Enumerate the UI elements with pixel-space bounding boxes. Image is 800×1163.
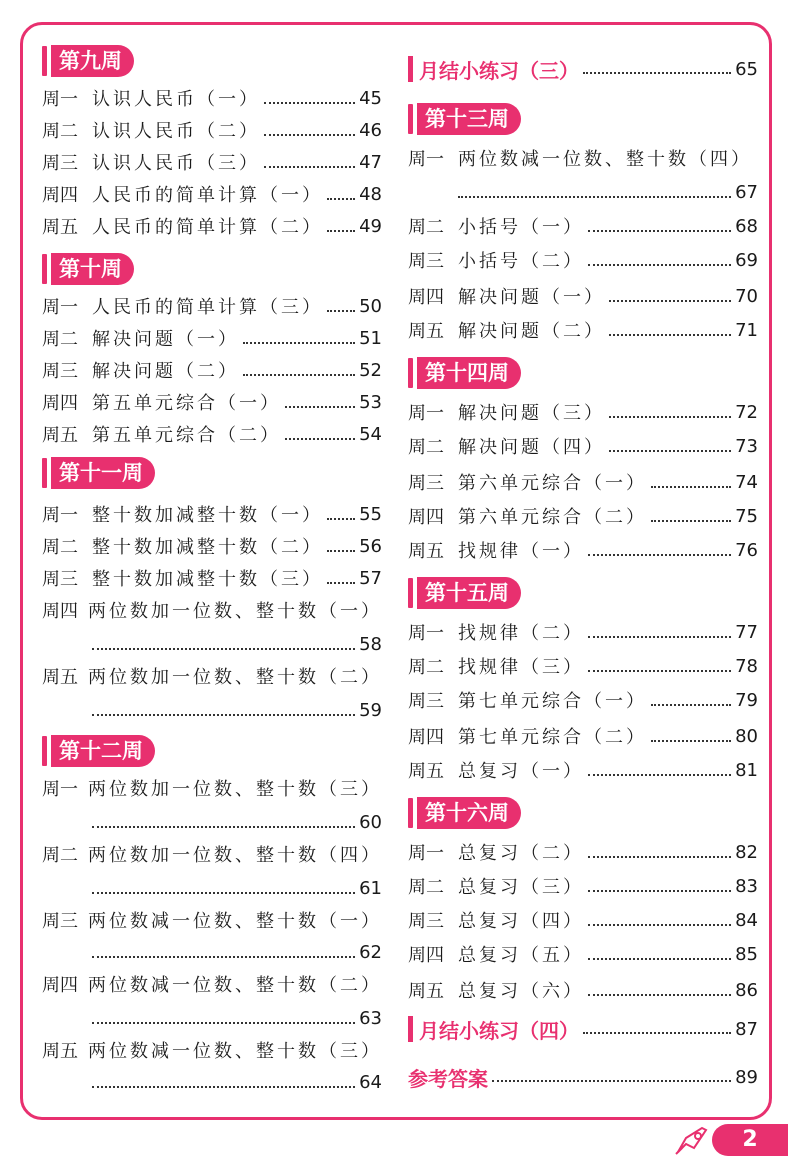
- toc-entry[interactable]: [408, 468, 758, 496]
- monthly-practice-title: 月结小练习（三）: [419, 58, 579, 83]
- entry-title: 两位数减一位数、整十数（三）: [88, 1041, 382, 1062]
- day-label: 周五: [42, 217, 78, 238]
- week-heading-label: 第十一周: [51, 457, 155, 489]
- answer-key-entry[interactable]: [408, 1062, 758, 1092]
- page-number: 79: [735, 689, 758, 711]
- entry-title: 总复习（五）: [458, 945, 584, 966]
- toc-entry[interactable]: [42, 906, 382, 934]
- toc-entry[interactable]: [408, 872, 758, 900]
- toc-entry[interactable]: [42, 970, 382, 998]
- page-number: 84: [735, 909, 758, 931]
- page-number: 61: [359, 877, 382, 899]
- entry-title: 找规律（三）: [458, 657, 584, 678]
- week-heading-label: 第十六周: [417, 797, 521, 829]
- toc-entry[interactable]: [42, 356, 382, 384]
- day-label: 周五: [408, 321, 444, 342]
- entry-title: 解决问题（二）: [458, 321, 605, 342]
- day-label: 周四: [42, 975, 78, 996]
- toc-entry[interactable]: [42, 532, 382, 560]
- entry-title: 两位数加一位数、整十数（二）: [88, 667, 382, 688]
- day-label: 周二: [42, 537, 78, 558]
- toc-entry[interactable]: [42, 180, 382, 208]
- entry-title: 认识人民币（二）: [92, 121, 260, 142]
- page-number: 51: [359, 327, 382, 349]
- day-label: 周二: [408, 217, 444, 238]
- week-heading: [42, 44, 134, 78]
- day-label: 周三: [42, 911, 78, 932]
- page-number: 58: [359, 633, 382, 655]
- page-number: 89: [735, 1066, 758, 1088]
- week-heading: [408, 796, 521, 830]
- page-number: 77: [735, 621, 758, 643]
- week-heading: [42, 252, 134, 286]
- week-heading: [408, 576, 521, 610]
- page-number: 76: [735, 539, 758, 561]
- entry-title: 认识人民币（三）: [92, 153, 260, 174]
- entry-title: 第六单元综合（二）: [458, 507, 647, 528]
- toc-entry[interactable]: [42, 500, 382, 528]
- toc-entry-continuation: [42, 874, 382, 902]
- page-number-badge: 2: [712, 1124, 788, 1156]
- page-number: 70: [735, 285, 758, 307]
- week-heading-label: 第九周: [51, 45, 134, 77]
- day-label: 周二: [408, 877, 444, 898]
- toc-entry-continuation: [42, 696, 382, 724]
- day-label: 周三: [408, 473, 444, 494]
- entry-title: 人民币的简单计算（三）: [92, 297, 323, 318]
- toc-entry[interactable]: [408, 316, 758, 344]
- entry-title: 认识人民币（一）: [92, 89, 260, 110]
- toc-entry[interactable]: [42, 148, 382, 176]
- toc-entry[interactable]: [42, 1036, 382, 1064]
- monthly-practice-title: 月结小练习（四）: [419, 1018, 579, 1043]
- page-number: 85: [735, 943, 758, 965]
- page-number: 62: [359, 941, 382, 963]
- toc-entry[interactable]: [42, 388, 382, 416]
- day-label: 周一: [408, 403, 444, 424]
- toc-entry[interactable]: [42, 774, 382, 802]
- page-number: 52: [359, 359, 382, 381]
- page-number: 65: [735, 58, 758, 80]
- week-heading-label: 第十三周: [417, 103, 521, 135]
- rocket-icon: [672, 1122, 712, 1158]
- week-heading: [408, 356, 521, 390]
- toc-entry[interactable]: [408, 282, 758, 310]
- day-label: 周三: [42, 361, 78, 382]
- toc-entry[interactable]: [42, 324, 382, 352]
- page-number: 81: [735, 759, 758, 781]
- toc-entry[interactable]: [42, 116, 382, 144]
- entry-title: 两位数减一位数、整十数（四）: [458, 149, 752, 170]
- day-label: 周五: [408, 541, 444, 562]
- entry-title: 两位数加一位数、整十数（一）: [88, 601, 382, 622]
- page-number: 49: [359, 215, 382, 237]
- answer-key-title: 参考答案: [408, 1066, 488, 1091]
- entry-title: 总复习（四）: [458, 911, 584, 932]
- entry-title: 两位数减一位数、整十数（二）: [88, 975, 382, 996]
- day-label: 周五: [42, 425, 78, 446]
- day-label: 周五: [408, 761, 444, 782]
- entry-title: 解决问题（三）: [458, 403, 605, 424]
- page-number: 50: [359, 295, 382, 317]
- week-heading-label: 第十周: [51, 253, 134, 285]
- day-label: 周一: [408, 843, 444, 864]
- toc-entry[interactable]: [408, 536, 758, 564]
- day-label: 周三: [408, 251, 444, 272]
- toc-entry[interactable]: [408, 144, 758, 172]
- entry-title: 解决问题（四）: [458, 437, 605, 458]
- entry-title: 人民币的简单计算（一）: [92, 185, 323, 206]
- toc-entry-continuation: [42, 1004, 382, 1032]
- day-label: 周一: [42, 505, 78, 526]
- toc-entry[interactable]: [408, 212, 758, 240]
- page-number: 71: [735, 319, 758, 341]
- page-number: 69: [735, 249, 758, 271]
- entry-title: 第七单元综合（一）: [458, 691, 647, 712]
- toc-entry[interactable]: [408, 940, 758, 968]
- page-number: 67: [735, 181, 758, 203]
- page-number: 46: [359, 119, 382, 141]
- day-label: 周二: [408, 657, 444, 678]
- page-number: 55: [359, 503, 382, 525]
- entry-title: 解决问题（一）: [92, 329, 239, 350]
- page-number: 74: [735, 471, 758, 493]
- page-number: 57: [359, 567, 382, 589]
- day-label: 周三: [42, 153, 78, 174]
- page-number: 63: [359, 1007, 382, 1029]
- day-label: 周五: [42, 667, 78, 688]
- day-label: 周三: [408, 691, 444, 712]
- toc-entry-continuation: [42, 938, 382, 966]
- day-label: 周一: [42, 89, 78, 110]
- day-label: 周一: [42, 779, 78, 800]
- page-number: 59: [359, 699, 382, 721]
- toc-entry[interactable]: [408, 838, 758, 866]
- entry-title: 总复习（一）: [458, 761, 584, 782]
- toc-entry[interactable]: [42, 596, 382, 624]
- day-label: 周二: [42, 121, 78, 142]
- toc-entry[interactable]: [408, 618, 758, 646]
- toc-entry[interactable]: [42, 840, 382, 868]
- week-heading: [42, 456, 155, 490]
- page-number: 86: [735, 979, 758, 1001]
- entry-title: 找规律（一）: [458, 541, 584, 562]
- day-label: 周三: [408, 911, 444, 932]
- week-heading: [408, 102, 521, 136]
- entry-title: 整十数加减整十数（一）: [92, 505, 323, 526]
- page-number: 72: [735, 401, 758, 423]
- day-label: 周四: [408, 287, 444, 308]
- entry-title: 人民币的简单计算（二）: [92, 217, 323, 238]
- page-number: 54: [359, 423, 382, 445]
- toc-entry[interactable]: [408, 756, 758, 784]
- day-label: 周一: [42, 297, 78, 318]
- toc-entry[interactable]: [408, 432, 758, 460]
- page-number: 82: [735, 841, 758, 863]
- day-label: 周三: [42, 569, 78, 590]
- page-number: 56: [359, 535, 382, 557]
- page-number: 73: [735, 435, 758, 457]
- day-label: 周五: [408, 981, 444, 1002]
- toc-entry-continuation: [42, 808, 382, 836]
- toc-entry[interactable]: [408, 398, 758, 426]
- toc-entry[interactable]: [408, 722, 758, 750]
- entry-title: 找规律（二）: [458, 623, 584, 644]
- day-label: 周四: [42, 393, 78, 414]
- entry-title: 第七单元综合（二）: [458, 727, 647, 748]
- toc-entry-continuation: [42, 1068, 382, 1096]
- entry-title: 整十数加减整十数（二）: [92, 537, 323, 558]
- entry-title: 两位数加一位数、整十数（四）: [88, 845, 382, 866]
- week-heading: [42, 734, 155, 768]
- day-label: 周四: [408, 727, 444, 748]
- entry-title: 第六单元综合（一）: [458, 473, 647, 494]
- toc-entry[interactable]: [42, 84, 382, 112]
- toc-entry[interactable]: [42, 212, 382, 240]
- day-label: 周四: [408, 945, 444, 966]
- page-number: 68: [735, 215, 758, 237]
- entry-title: 整十数加减整十数（三）: [92, 569, 323, 590]
- entry-title: 第五单元综合（二）: [92, 425, 281, 446]
- page-number: 64: [359, 1071, 382, 1093]
- monthly-practice-4[interactable]: [408, 1014, 758, 1044]
- entry-title: 两位数减一位数、整十数（一）: [88, 911, 382, 932]
- entry-title: 总复习（六）: [458, 981, 584, 1002]
- page-number: 87: [735, 1018, 758, 1040]
- toc-entry[interactable]: [408, 976, 758, 1004]
- day-label: 周二: [408, 437, 444, 458]
- page-number: 80: [735, 725, 758, 747]
- day-label: 周二: [42, 845, 78, 866]
- toc-entry-continuation: [408, 178, 758, 206]
- toc-entry[interactable]: [42, 292, 382, 320]
- entry-title: 小括号（一）: [458, 217, 584, 238]
- day-label: 周四: [42, 601, 78, 622]
- day-label: 周二: [42, 329, 78, 350]
- page-number: 47: [359, 151, 382, 173]
- toc-entry-continuation: [42, 630, 382, 658]
- entry-title: 第五单元综合（一）: [92, 393, 281, 414]
- toc-entry[interactable]: [408, 246, 758, 274]
- page-number: 45: [359, 87, 382, 109]
- week-heading-label: 第十二周: [51, 735, 155, 767]
- page-number: 75: [735, 505, 758, 527]
- page-number: 48: [359, 183, 382, 205]
- week-heading-label: 第十五周: [417, 577, 521, 609]
- toc-entry[interactable]: [42, 564, 382, 592]
- page-number: 53: [359, 391, 382, 413]
- day-label: 周一: [408, 623, 444, 644]
- page-number: 83: [735, 875, 758, 897]
- entry-title: 总复习（三）: [458, 877, 584, 898]
- toc-entry[interactable]: [408, 906, 758, 934]
- entry-title: 两位数加一位数、整十数（三）: [88, 779, 382, 800]
- week-heading-label: 第十四周: [417, 357, 521, 389]
- day-label: 周五: [42, 1041, 78, 1062]
- day-label: 周四: [42, 185, 78, 206]
- entry-title: 总复习（二）: [458, 843, 584, 864]
- entry-title: 解决问题（二）: [92, 361, 239, 382]
- entry-title: 解决问题（一）: [458, 287, 605, 308]
- day-label: 周四: [408, 507, 444, 528]
- entry-title: 小括号（二）: [458, 251, 584, 272]
- page-number: 60: [359, 811, 382, 833]
- toc-entry[interactable]: [408, 652, 758, 680]
- page-number: 78: [735, 655, 758, 677]
- day-label: 周一: [408, 149, 444, 170]
- toc-entry[interactable]: [408, 686, 758, 714]
- monthly-practice-3[interactable]: [408, 54, 758, 84]
- toc-entry[interactable]: [42, 420, 382, 448]
- toc-entry[interactable]: [42, 662, 382, 690]
- toc-entry[interactable]: [408, 502, 758, 530]
